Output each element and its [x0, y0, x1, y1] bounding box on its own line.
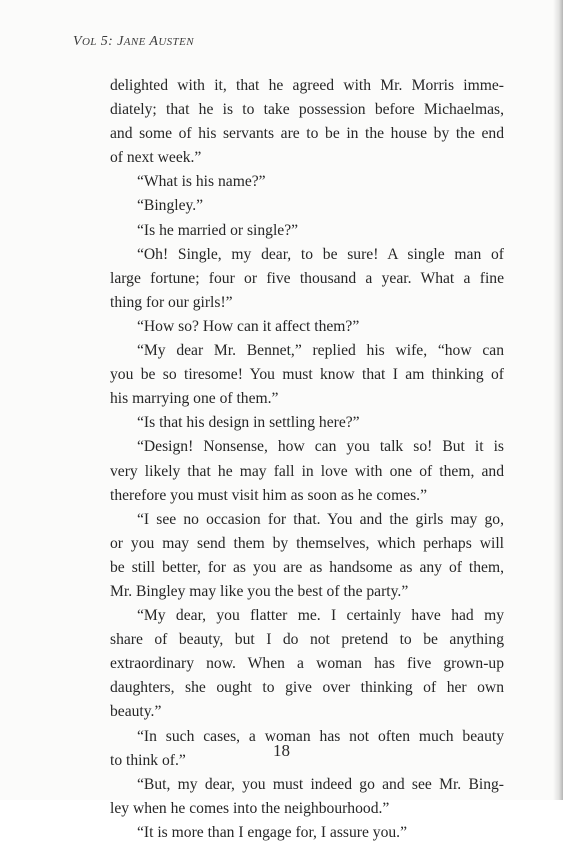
text-line: diately; that he is to take possession before Michaelmas,	[110, 101, 504, 119]
running-head-vol-initial: V	[73, 34, 82, 49]
page-number: 18	[273, 741, 290, 760]
text-line: or you may send them by themselves, which perhaps will	[110, 534, 504, 552]
text-line: be still better, for as you are as handsome as any of them,	[110, 558, 504, 576]
text-line: “Is he married or single?”	[137, 221, 299, 239]
text-line: “Oh! Single, my dear, to be sure! A single man of	[137, 245, 504, 263]
text-line: large fortune; four or five thousand a year. What a fine	[110, 269, 504, 287]
text-line: “Is that his design in settling here?”	[137, 414, 360, 432]
text-line: “How so? How can it affect them?”	[137, 317, 360, 335]
running-head-first-smallcaps: ANE	[123, 36, 146, 48]
page-edge-shadow	[553, 0, 563, 800]
text-line: share of beauty, but I do not pretend to be anything	[110, 631, 504, 649]
text-line: of next week.”	[110, 149, 202, 167]
text-line: “But, my dear, you must indeed go and see Mr. Bing-	[137, 775, 504, 793]
text-line: “Bingley.”	[137, 197, 204, 215]
text-line: “I see no occasion for that. You and the girls may go,	[137, 510, 504, 528]
text-line: thing for our girls!”	[110, 293, 233, 311]
running-head	[73, 34, 194, 50]
text-line: his marrying one of them.”	[110, 390, 279, 408]
text-line: “In such cases, a woman has not often much beauty	[137, 727, 504, 745]
running-head-first-initial: J	[117, 34, 124, 49]
text-line: Mr. Bingley may like you the best of the party.”	[110, 582, 409, 600]
text-line: “My dear Mr. Bennet,” replied his wife, “how can	[137, 342, 504, 360]
text-line: extraordinary now. When a woman has five grown-up	[110, 655, 504, 673]
text-line: delighted with it, that he agreed with Mr. Morris imme-	[110, 77, 504, 94]
running-head-vol-smallcaps: OL	[81, 36, 97, 48]
running-head-last-smallcaps: USTEN	[158, 36, 194, 48]
text-line: “My dear, you flatter me. I certainly have had my	[137, 607, 504, 625]
text-line: beauty.”	[110, 703, 162, 721]
text-line: and some of his servants are to be in the house by the end	[110, 125, 504, 143]
running-head-volume-number: 5:	[96, 34, 118, 49]
text-line: daughters, she ought to give over thinking of her own	[110, 679, 504, 697]
text-line: “It is more than I engage for, I assure you.”	[137, 823, 407, 841]
text-line: ley when he comes into the neighbourhood.”	[110, 799, 390, 817]
running-head-last-initial: A	[145, 34, 159, 49]
text-line: “Design! Nonsense, how can you talk so! But it is	[137, 438, 504, 456]
body-text	[110, 74, 504, 845]
text-line: “What is his name?”	[137, 173, 266, 191]
text-line: to think of.”	[110, 751, 186, 769]
text-line: you be so tiresome! You must know that I am thinking of	[110, 366, 504, 384]
text-line: very likely that he may fall in love with one of them, and	[110, 462, 504, 480]
text-line: therefore you must visit him as soon as he comes.”	[110, 486, 428, 504]
